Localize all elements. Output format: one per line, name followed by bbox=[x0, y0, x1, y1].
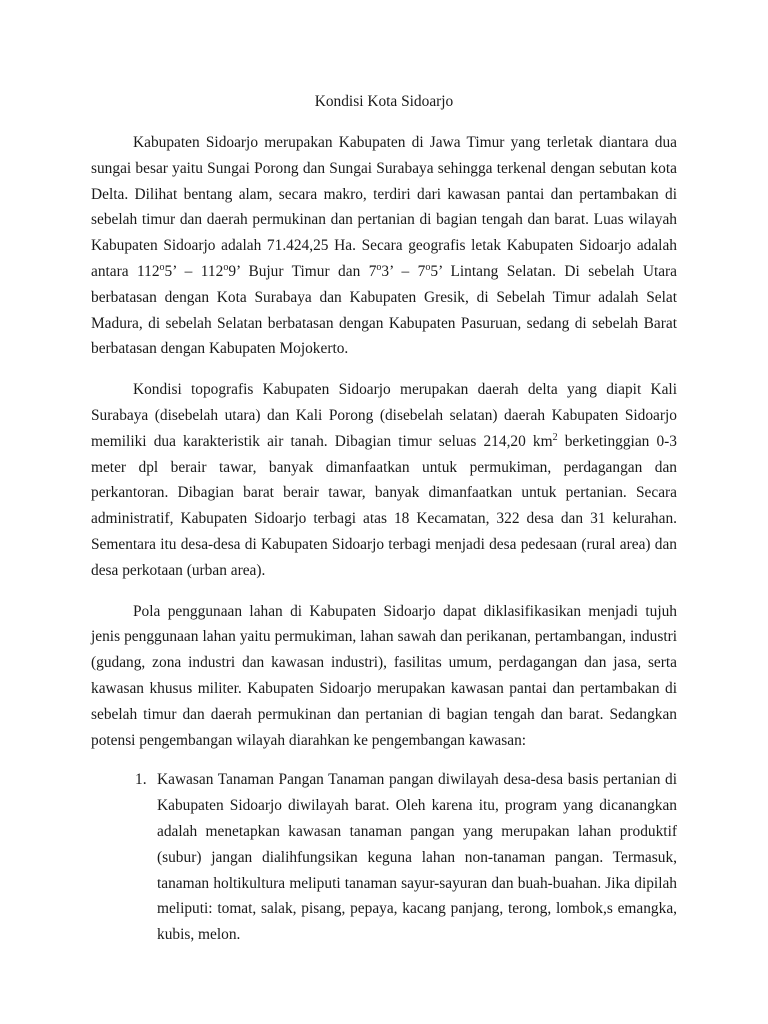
superscript-squared: 2 bbox=[552, 431, 558, 443]
degree-sign: o bbox=[159, 261, 165, 273]
paragraph-text: berketinggian 0-3 meter dpl berair tawar, banyak dimanfaatkan untuk permukiman, perdagangan dan perkantoran. Dibagian barat berair tawar, banyak dimanfaatkan untuk pertanian. Secara administratif, Kabupaten Sidoarjo terbagi atas 18 Kecamatan, 322 desa dan 31 kelurahan. Sementara itu desa-desa di Kabupaten Sidoarjo terbagi menjadi desa pedesaan (rural area) dan desa perkotaan (urban area). bbox=[91, 432, 677, 579]
paragraph-topography bbox=[91, 377, 677, 583]
list-item-text: Kawasan Tanaman Pangan Tanaman pangan diwilayah desa-desa basis pertanian di Kabupaten Sidoarjo diwilayah barat. Oleh karena itu, program yang dicanangkan adalah menetapkan kawasan tanaman pangan yang merupakan lahan produktif (subur) jangan dialihfungsikan keguna lahan non-tanaman pangan. Termasuk, tanaman holtikultura meliputi tanaman sayur-sayuran dan buah-buahan. Jika dipilah meliputi: tomat, salak, pisang, pepaya, kacang panjang, terong, lombok,s emangka, kubis, melon. bbox=[157, 771, 677, 944]
paragraph-text: 3’ – 7 bbox=[381, 262, 426, 280]
paragraph-text: Kondisi topografis Kabupaten Sidoarjo merupakan daerah delta yang diapit Kali Surabaya (disebelah utara) dan Kali Porong (disebelah selatan) daerah Kabupaten Sidoarjo memiliki dua karakteristik air tanah. Dibagian timur seluas 214,20 km bbox=[91, 381, 677, 450]
degree-sign: o bbox=[425, 261, 431, 273]
degree-sign: o bbox=[223, 261, 229, 273]
degree-sign: o bbox=[376, 261, 382, 273]
list-item bbox=[91, 767, 677, 948]
paragraph-land-use: Pola penggunaan lahan di Kabupaten Sidoarjo dapat diklasifikasikan menjadi tujuh jenis penggunaan lahan yaitu permukiman, lahan sawah dan perikanan, pertambangan, industri (gudang, zona industri dan kawasan industri), fasilitas umum, perdagangan dan jasa, serta kawasan khusus militer. Kabupaten Sidoarjo merupakan kawasan pantai dan pertambakan di sebelah timur dan daerah permukinan dan pertanian di bagian tengah dan barat. Sedangkan potensi pengembangan wilayah diarahkan ke pengembangan kawasan: bbox=[91, 602, 677, 749]
paragraph-text: 9’ Bujur Timur dan 7 bbox=[228, 262, 377, 280]
paragraph-text: 5’ – 112 bbox=[164, 262, 224, 280]
list-item-number: 1. bbox=[135, 771, 147, 789]
paragraph-text: 5’ Lintang Selatan. Di sebelah Utara berbatasan dengan Kota Surabaya dan Kabupaten Gresik, di Sebelah Timur adalah Selat Madura, di sebelah Selatan berbatasan dengan Kabupaten Pasuruan, sedang di sebelah Barat berbatasan dengan Kabupaten Mojokerto. bbox=[91, 262, 678, 358]
page-title: Kondisi Kota Sidoarjo bbox=[314, 93, 454, 110]
paragraph-text: Kabupaten Sidoarjo merupakan Kabupaten di Jawa Timur yang terletak diantara dua sungai besar yaitu Sungai Porong dan Sungai Surabaya sehingga terkenal dengan sebutan kota Delta. Dilihat bentang alam, secara makro, terdiri dari kawasan pantai dan pertambakan di sebelah timur dan daerah permukinan dan pertanian di bagian tengah dan barat. Luas wilayah Kabupaten Sidoarjo adalah 71.424,25 Ha. Secara geografis letak Kabupaten Sidoarjo adalah antara 112 bbox=[91, 134, 677, 280]
development-list bbox=[91, 767, 677, 948]
paragraph-geography bbox=[91, 130, 677, 362]
